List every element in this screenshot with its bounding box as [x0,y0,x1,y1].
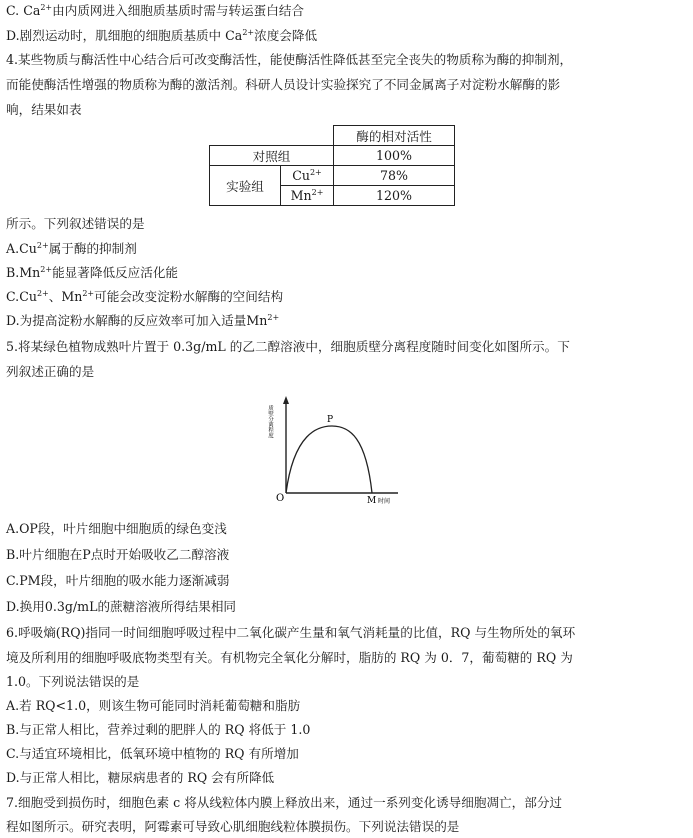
q4-stem-line3: 响，结果如表 [6,102,82,117]
q4-option-d: D.为提高淀粉水解酶的反应效率可加入适量$Mn^{2+}$ [6,312,280,328]
mn-label: $Mn^{2+}$ [281,186,334,206]
q5-stem-line1: 5.将某绿色植物成熟叶片置于 0.3g/mL 的乙二醇溶液中，细胞质壁分离程度随时间变化如图所示。下 [6,339,570,354]
q6-option-b: B.与正常人相比，营养过剩的肥胖人的 RQ 将低于 1.0 [6,722,311,737]
q4-option-c: $C.Cu^{2+}$、$Mn^{2+}$可能会改变淀粉水解酶的空间结构 [6,288,284,304]
q7-stem-line2: 程如图所示。研究表明，阿霉素可导致心肌细胞线粒体膜损伤。下列说法错误的是 [6,819,460,834]
mn-value: 120% [334,186,455,206]
y-axis-arrow [283,396,289,404]
q5-option-c: C.PM段，叶片细胞的吸水能力逐渐减弱 [6,573,230,588]
control-group-value: 100% [334,146,455,166]
q4-option-a: $A.Cu^{2+}$属于酶的抑制剂 [6,240,137,256]
q6-stem-line1: 6.呼吸熵(RQ)指同一时间细胞呼吸过程中二氧化碳产生量和氧气消耗量的比值，RQ 与生物所处的氧环 [6,625,576,640]
peak-label-p: P [327,415,334,425]
q4-stem-line2: 而能使酶活性增强的物质称为酶的激活剂。科研人员设计实验探究了不同金属离子对淀粉水解酶的影 [6,77,561,92]
plasmolysis-curve [286,426,372,493]
control-group-label: 对照组 [210,146,334,166]
experiment-group-label: 实验组 [210,166,281,206]
y-axis-label: 质壁分离程度 [267,405,273,438]
q6-stem-line3: 1.0。下列说法错误的是 [6,674,140,689]
q5-option-d: D.换用0.3g/mL的蔗糖溶液所得结果相同 [6,599,237,614]
cu-label: $Cu^{2+}$ [281,166,334,186]
q6-option-d: D.与正常人相比，糖尿病患者的 RQ 会有所降低 [6,770,275,785]
q5-stem-line2: 列叙述正确的是 [6,364,95,379]
enzyme-activity-table [209,125,455,206]
q4-after-table: 所示。下列叙述错误的是 [6,216,145,231]
q3-option-d: D.剧烈运动时，肌细胞的细胞质基质中 $Ca^{2+}$浓度会降低 [6,27,318,43]
q5-option-b: B.叶片细胞在P点时开始吸收乙二醇溶液 [6,547,230,562]
q4-option-b: $B.Mn^{2+}$能显著降低反应活化能 [6,264,178,280]
q6-option-c: C.与适宜环境相比，低氧环境中植物的 RQ 有所增加 [6,746,299,761]
plasmolysis-graph [266,393,416,505]
q3-option-c: C. $Ca^{2+}$由内质网进入细胞质基质时需与转运蛋白结合 [6,2,305,18]
q6-option-a: A.若 RQ<1.0，则该生物可能同时消耗葡萄糖和脂肪 [6,698,301,713]
q4-stem-line1: 4.某些物质与酶活性中心结合后可改变酶活性，能使酶活性降低甚至完全丧失的物质称为酶的抑制剂， [6,52,573,67]
cu-value: 78% [334,166,455,186]
origin-label: O [276,493,285,504]
end-label-m: M [367,496,377,505]
table-header: 酶的相对活性 [334,126,455,146]
x-axis-label: 时间 [378,498,391,505]
q5-option-a: A.OP段，叶片细胞中细胞质的绿色变浅 [6,521,227,536]
q6-stem-line2: 境及所利用的细胞呼吸底物类型有关。有机物完全氧化分解时，脂肪的 RQ 为 0．7，葡萄糖的 RQ 为 [6,650,573,665]
q7-stem-line1: 7.细胞受到损伤时，细胞色素 c 将从线粒体内膜上释放出来，通过一系列变化诱导细胞凋亡，部分过 [6,795,563,810]
